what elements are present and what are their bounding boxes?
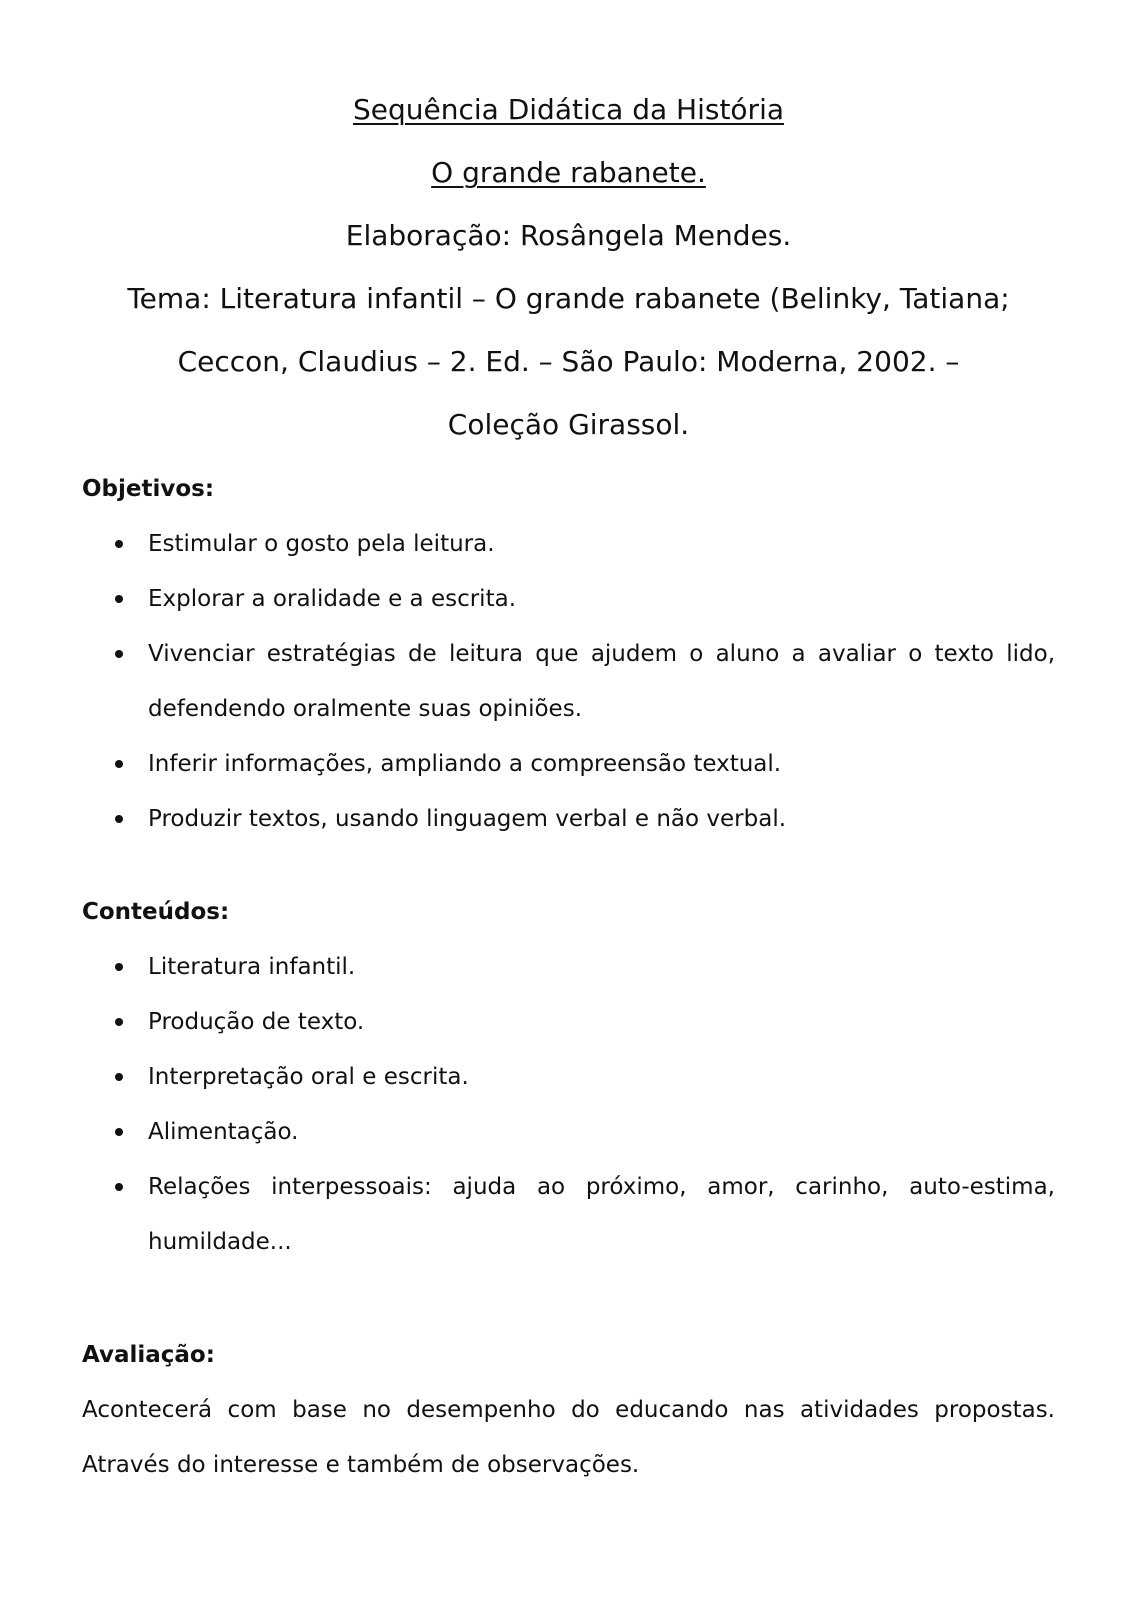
document-title: Sequência Didática da História [352,93,785,126]
objetivos-section [82,462,1055,847]
story-title: O grande rabanete. [431,156,706,189]
list-item: Vivenciar estratégias de leitura que ajudem o aluno a avaliar o texto lido, defendendo oralmente suas opiniões. [82,627,1055,737]
objetivos-heading: Objetivos: [82,476,215,502]
list-item: Alimentação. [82,1105,1055,1160]
list-item: Produção de texto. [82,995,1055,1050]
list-item: Interpretação oral e escrita. [82,1050,1055,1105]
theme-line: Tema: Literatura infantil – O grande rabanete (Belinky, Tatiana; Ceccon, Claudius – 2. Ed. – São Paulo: Moderna, 2002. – Coleção Girassol. [127,282,1010,441]
avaliacao-heading: Avaliação: [82,1342,215,1368]
document-header [82,0,1055,456]
avaliacao-text: Acontecerá com base no desempenho do educando nas atividades propostas. Através do interesse e também de observações. [82,1397,1055,1478]
avaliacao-section [82,1328,1055,1493]
conteudos-section [82,885,1055,1270]
list-item: Estimular o gosto pela leitura. [82,517,1055,572]
conteudos-list [82,940,1055,1270]
objetivos-list [82,517,1055,847]
list-item: Explorar a oralidade e a escrita. [82,572,1055,627]
conteudos-heading: Conteúdos: [82,899,230,925]
list-item: Literatura infantil. [82,940,1055,995]
list-item: Inferir informações, ampliando a compreensão textual. [82,737,1055,792]
list-item: Produzir textos, usando linguagem verbal e não verbal. [82,792,1055,847]
author-line: Elaboração: Rosângela Mendes. [345,219,792,252]
list-item: Relações interpessoais: ajuda ao próximo, amor, carinho, auto-estima, humildade... [82,1160,1055,1270]
